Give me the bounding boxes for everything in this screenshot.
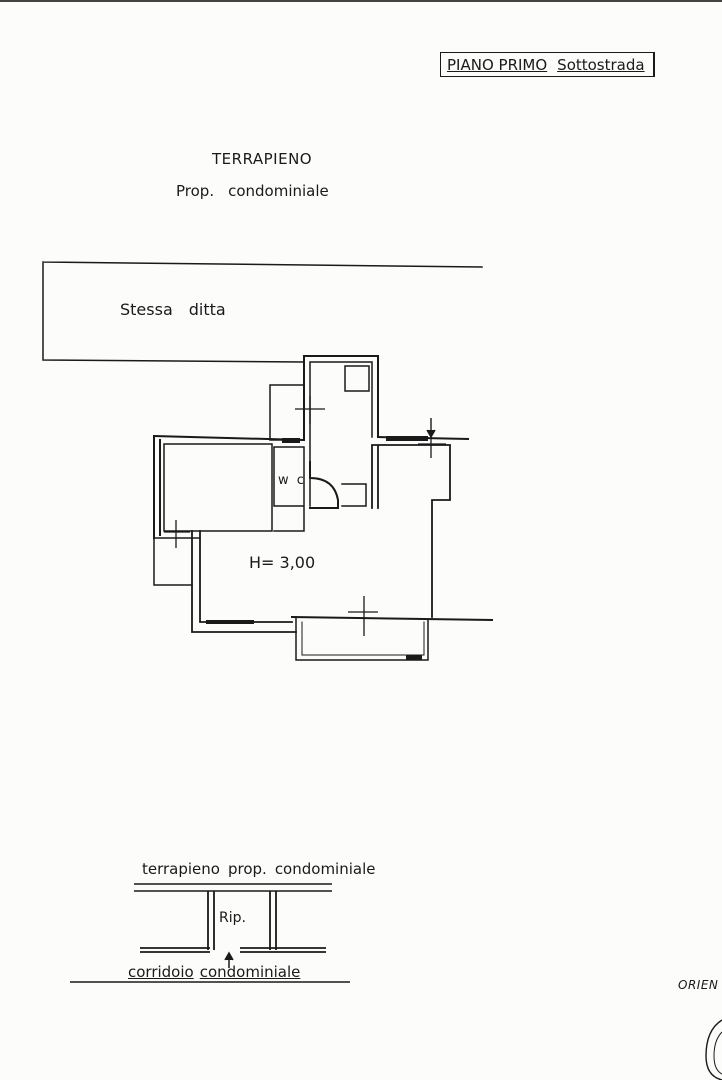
lower-room-west xyxy=(192,531,296,632)
corridoio-word: corridoio xyxy=(128,963,194,981)
condominiale-word: condominiale xyxy=(274,860,376,878)
condominiale-word: condominiale xyxy=(199,963,301,981)
balcony-inner xyxy=(302,622,424,655)
floor-title-part1: PIANO PRIMO xyxy=(447,56,548,74)
stessa-word: Stessa xyxy=(120,300,173,319)
terrapieno-label: TERRAPIENO xyxy=(212,150,313,168)
wc-label: w c xyxy=(278,473,306,488)
entrance-arrow-icon xyxy=(427,418,435,437)
ditta-word: ditta xyxy=(188,300,226,319)
lower-left-annex xyxy=(154,538,200,585)
cross-mark xyxy=(348,596,378,636)
service-block-outer xyxy=(304,356,378,440)
wc-door-jamb xyxy=(342,484,366,506)
wall-fill-c xyxy=(206,620,254,624)
west-wall xyxy=(154,436,160,538)
left-annex xyxy=(270,385,304,440)
main-room-top-wall-inner xyxy=(164,444,272,531)
neighbour-band xyxy=(43,262,482,362)
wall-fill-a xyxy=(282,438,300,443)
balcony xyxy=(296,617,428,660)
storage-left-wall xyxy=(208,891,214,950)
condominiale-word: condominiale xyxy=(228,182,329,200)
wc-curved-wall xyxy=(310,462,338,508)
east-wall xyxy=(372,445,450,617)
wall-fill-b xyxy=(386,436,428,441)
shaft-box xyxy=(345,366,369,391)
wall-fill-d xyxy=(406,655,422,660)
storage-room-label: Rip. xyxy=(219,910,246,926)
storage-front-line xyxy=(140,948,326,952)
storage-top-line xyxy=(134,884,332,891)
terrapieno-word: terrapieno xyxy=(142,860,220,878)
orientation-label: ORIEN xyxy=(678,978,719,992)
cross-mark xyxy=(164,520,190,548)
corridor-label xyxy=(128,963,300,981)
room-height-label: H= 3,00 xyxy=(249,553,316,572)
wc-box xyxy=(274,447,304,531)
storage-right-wall xyxy=(270,891,276,950)
floor-title-part2: Sottostrada xyxy=(557,56,645,74)
prop-word: Prop. xyxy=(176,182,215,200)
prop-word: prop. xyxy=(227,860,267,878)
south-wall xyxy=(292,617,492,620)
cross-mark xyxy=(295,396,325,424)
compass-icon xyxy=(706,1020,722,1080)
storage-top-label xyxy=(142,860,375,878)
